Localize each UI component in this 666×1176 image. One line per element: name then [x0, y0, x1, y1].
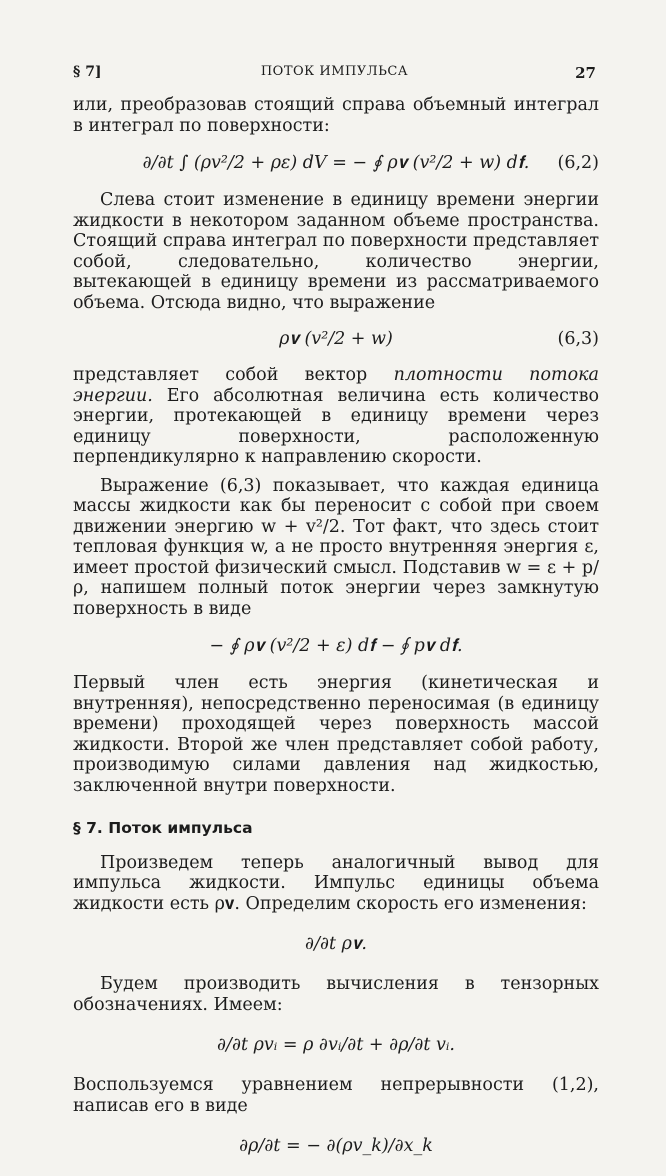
paragraph-1: или, преобразовав стоящий справа объемный интеграл в интеграл по поверхности:: [73, 95, 599, 136]
page-header: [73, 64, 596, 86]
paragraph-3-start: представляет собой вектор: [73, 365, 394, 385]
section-heading: § 7. Поток импульса: [73, 819, 253, 837]
paragraph-2: Слева стоит изменение в единицу времени энергии жидкости в некотором заданном объеме пространства. Стоящий справа интеграл по поверхности представляет собой, следовательно, количество энергии, вытекающей в единицу времени из рассматриваемого объема. Отсюда видно, что выражение: [73, 190, 599, 313]
header-title: ПОТОК ИМПУЛЬСА: [260, 64, 409, 79]
equation-6-3-number: (6,3): [557, 329, 599, 349]
paragraph-8: Воспользуемся уравнением непрерывности (1,2), написав его в виде: [73, 1075, 599, 1116]
equation-6-3: [73, 321, 599, 357]
equation-tensor-derivative-body: ∂/∂t ρvᵢ = ρ ∂vᵢ/∂t + ∂ρ/∂t vᵢ.: [217, 1035, 455, 1055]
equation-6-3-body: ρ𝐯 (v²/2 + w): [279, 329, 393, 349]
paragraph-3-end: Его абсолютная величина есть количество энергии, протекающей в единицу времени через единицу поверхности, расположенную перпендикулярно к направлению скорости.: [73, 385, 599, 467]
paragraph-6: Произведем теперь аналогичный вывод для импульса жидкости. Импульс единицы объема жидкости есть ρ𝐯. Определим скорость его изменения:: [73, 852, 599, 914]
paragraph-7: Будем производить вычисления в тензорных обозначениях. Имеем:: [73, 974, 599, 1015]
header-section-ref: § 7]: [73, 64, 102, 80]
page-body: [73, 95, 599, 1176]
equation-total-energy-flux-body: − ∮ ρ𝐯 (v²/2 + ε) d𝐟 − ∮ p𝐯 d𝐟.: [209, 636, 463, 656]
paragraph-3: [73, 365, 599, 468]
equation-continuity: [73, 1124, 599, 1168]
paragraph-4: Выражение (6,3) показывает, что каждая единица массы жидкости как бы переносит с собой при своем движении энергию w + v²/2. Тот факт, что здесь стоит тепловая функция w, а не просто внутренняя энергия ε, имеет простой физический смысл. Подставив w = ε + p/ρ, напишем полный поток энергии через замкнутую поверхность в виде: [73, 475, 599, 619]
equation-total-energy-flux: [73, 627, 599, 665]
equation-momentum-derivative: [73, 922, 599, 966]
energy-flux-density-term: плотности потока энергии.: [73, 365, 599, 406]
equation-6-2: [73, 144, 599, 182]
equation-continuity-body: ∂ρ/∂t = − ∂(ρv_k)/∂x_k: [239, 1136, 433, 1156]
paragraph-5: Первый член есть энергия (кинетическая и внутренняя), непосредственно переносимая (в единицу времени) проходящей через поверхность массой жидкости. Второй же член представляет собой работу, производимую силами давления над жидкостью, заключенной внутри поверхности.: [73, 673, 599, 796]
equation-6-2-number: (6,2): [557, 153, 599, 173]
page-number: 27: [575, 64, 596, 82]
equation-6-2-body: ∂/∂t ∫ (ρv²/2 + ρε) dV = − ∮ ρ𝐯 (v²/2 + w) d𝐟.: [142, 153, 530, 173]
equation-momentum-derivative-body: ∂/∂t ρ𝐯.: [305, 934, 367, 954]
equation-tensor-derivative: [73, 1023, 599, 1067]
